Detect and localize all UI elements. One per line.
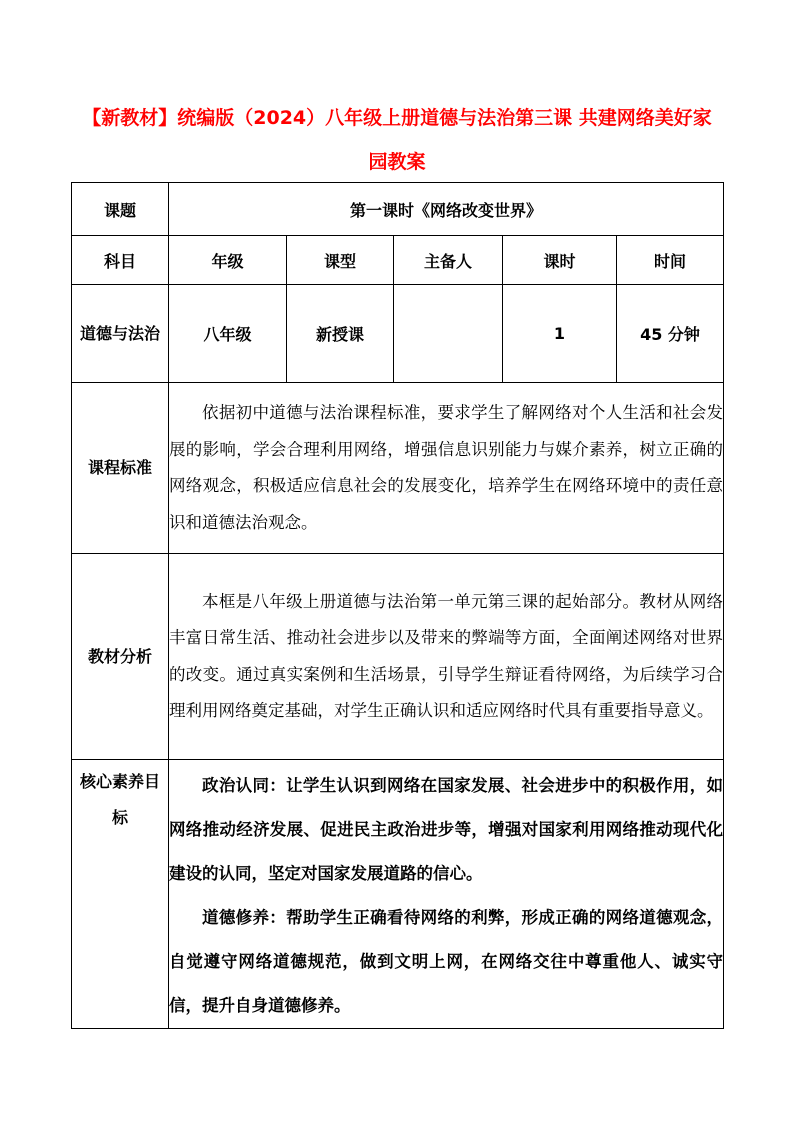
literacy-item-lead: 道德修养： [202, 908, 287, 927]
literacy-item [169, 764, 723, 896]
standard-text: 依据初中道德与法治课程标准，要求学生了解网络对个人生活和社会发展的影响，学会合理利用网络，增强信息识别能力与媒介素养，树立正确的网络观念，积极适应信息社会的发展变化，培养学生在网络环境中的责任意识和道德法治观念。 [169, 403, 724, 532]
standard-label: 课程标准 [72, 383, 169, 554]
document-title: 【新教材】统编版（2024）八年级上册道德与法治第三课 共建网络美好家园教案 [82, 107, 712, 173]
header-grade: 年级 [169, 236, 287, 285]
standard-row [72, 383, 724, 554]
header-hours: 课时 [503, 236, 617, 285]
header-row [72, 236, 724, 285]
header-type: 课型 [287, 236, 394, 285]
lesson-plan-table [71, 182, 724, 1029]
header-preparer: 主备人 [394, 236, 503, 285]
literacy-item [169, 896, 723, 1028]
literacy-item-text: 帮助学生正确看待网络的利弊，形成正确的网络道德观念，自觉遵守网络道德规范，做到文明上网，在网络交往中尊重他人、诚实守信，提升自身道德修养。 [169, 908, 724, 1015]
header-subject: 科目 [72, 236, 169, 285]
header-time: 时间 [617, 236, 724, 285]
literacy-cell [169, 760, 724, 1029]
literacy-label-text: 核心素养目标 [79, 772, 160, 827]
info-time: 45 分钟 [617, 285, 724, 383]
literacy-row [72, 760, 724, 1029]
lesson-row [72, 183, 724, 236]
info-subject: 道德与法治 [72, 285, 169, 383]
literacy-item-lead: 政治认同： [202, 776, 287, 795]
lesson-value: 第一课时《网络改变世界》 [169, 183, 724, 236]
analysis-row [72, 554, 724, 760]
analysis-cell [169, 554, 724, 760]
literacy-item-text: 让学生认识到网络在国家发展、社会进步中的积极作用，如网络推动经济发展、促进民主政治进步等，增强对国家利用网络推动现代化建设的认同，坚定对国家发展道路的信心。 [169, 776, 724, 883]
info-preparer [394, 285, 503, 383]
info-type: 新授课 [287, 285, 394, 383]
info-grade: 八年级 [169, 285, 287, 383]
info-row [72, 285, 724, 383]
analysis-text: 本框是八年级上册道德与法治第一单元第三课的起始部分。教材从网络丰富日常生活、推动社会进步以及带来的弊端等方面，全面阐述网络对世界的改变。通过真实案例和生活场景，引导学生辩证看待网络，为后续学习合理利用网络奠定基础，对学生正确认识和适应网络时代具有重要指导意义。 [169, 591, 724, 720]
lesson-label: 课题 [72, 183, 169, 236]
info-hours: 1 [503, 285, 617, 383]
analysis-label: 教材分析 [72, 554, 169, 760]
literacy-label [72, 760, 169, 1029]
standard-cell [169, 383, 724, 554]
